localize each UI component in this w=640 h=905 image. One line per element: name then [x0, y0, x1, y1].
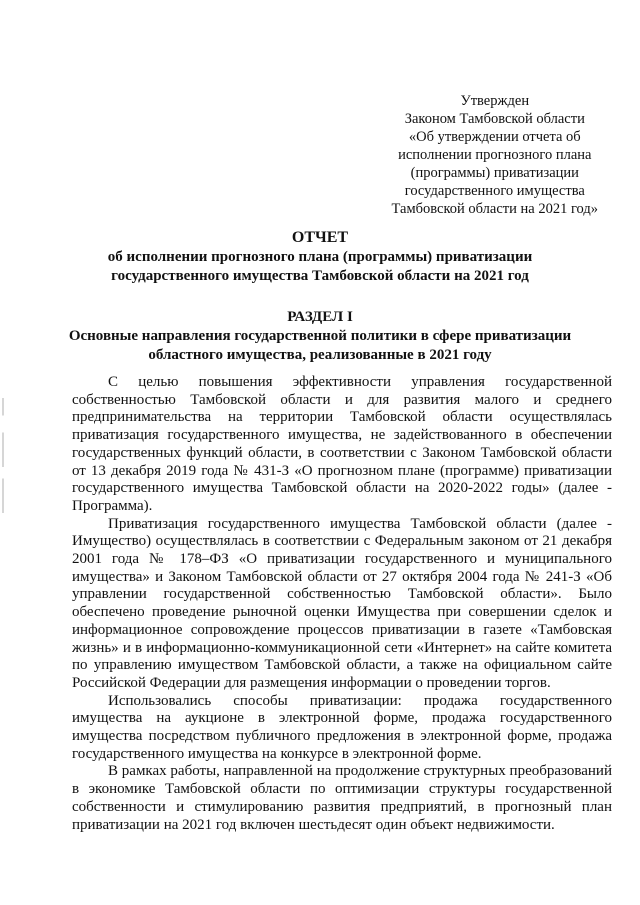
approval-line: Тамбовской области на 2021 год»	[391, 201, 598, 217]
approval-line: исполнении прогнозного плана	[398, 147, 592, 163]
approval-stamp	[392, 92, 598, 218]
approval-line: «Об утверждении отчета об	[408, 129, 581, 145]
report-subtitle-line: государственного имущества Тамбовской области на 2021 год	[111, 268, 529, 284]
body-paragraph: С целью повышения эффективности управления государственной собственностью Тамбовской области и для развития малого и среднего предпринимательства на территории Тамбовской области осуществлялась приватизация государственного имущества, не задействованного в обеспечении государственных функций области, в соответствии с Законом Тамбовской области от 13 декабря 2019 года № 431-З «О прогнозном плане (программе) приватизации государственного имущества Тамбовской области на 2020-2022 годы» (далее - Программа).	[72, 374, 612, 514]
report-title: ОТЧЕТ	[291, 229, 349, 246]
section-heading-line: Основные направления государственной политики в сфере приватизации	[68, 328, 572, 344]
section-heading-line: областного имущества, реализованные в 2021 году	[148, 347, 492, 363]
approval-line: Утвержден	[460, 93, 530, 109]
section-label: РАЗДЕЛ I	[287, 309, 353, 325]
body-paragraph: Использовались способы приватизации: продажа государственного имущества на аукционе в электронной форме, продажа государственного имущества посредством публичного предложения в электронной форме, продажа государственного имущества на конкурсе в электронной форме.	[72, 692, 612, 762]
report-body	[72, 374, 612, 834]
approval-line: государственного имущества	[404, 183, 585, 199]
approval-line: Законом Тамбовской области	[404, 111, 585, 127]
section-header	[0, 308, 640, 365]
approval-line: (программы) приватизации	[410, 165, 579, 181]
body-paragraph: Приватизация государственного имущества Тамбовской области (далее - Имущество) осуществлялась в соответствии с Федеральным законом от 21 декабря 2001 года № 178–ФЗ «О приватизации государственного и муниципального имущества» и Законом Тамбовской области от 27 октября 2004 года № 241-З «Об управлении государственной собственностью Тамбовской области». Было обеспечено проведение рыночной оценки Имущества при совершении сделок и информационное сопровождение процессов приватизации в газете «Тамбовская жизнь» и в информационно-коммуникационной сети «Интернет» на сайте комитета по управлению имуществом Тамбовской области, а также на официальном сайте Российской Федерации для размещения информации о проведении торгов.	[72, 515, 612, 691]
report-subtitle-line: об исполнении прогнозного плана (программы) приватизации	[107, 249, 533, 265]
body-paragraph: В рамках работы, направленной на продолжение структурных преобразований в экономике Тамбовской области по оптимизации структуры государственной собственности и стимулированию развития предприятий, в прогнозный план приватизации на 2021 год включен шестьдесят один объект недвижимости.	[72, 763, 612, 833]
report-title-block	[0, 228, 640, 286]
scan-margin-mark	[2, 398, 4, 513]
